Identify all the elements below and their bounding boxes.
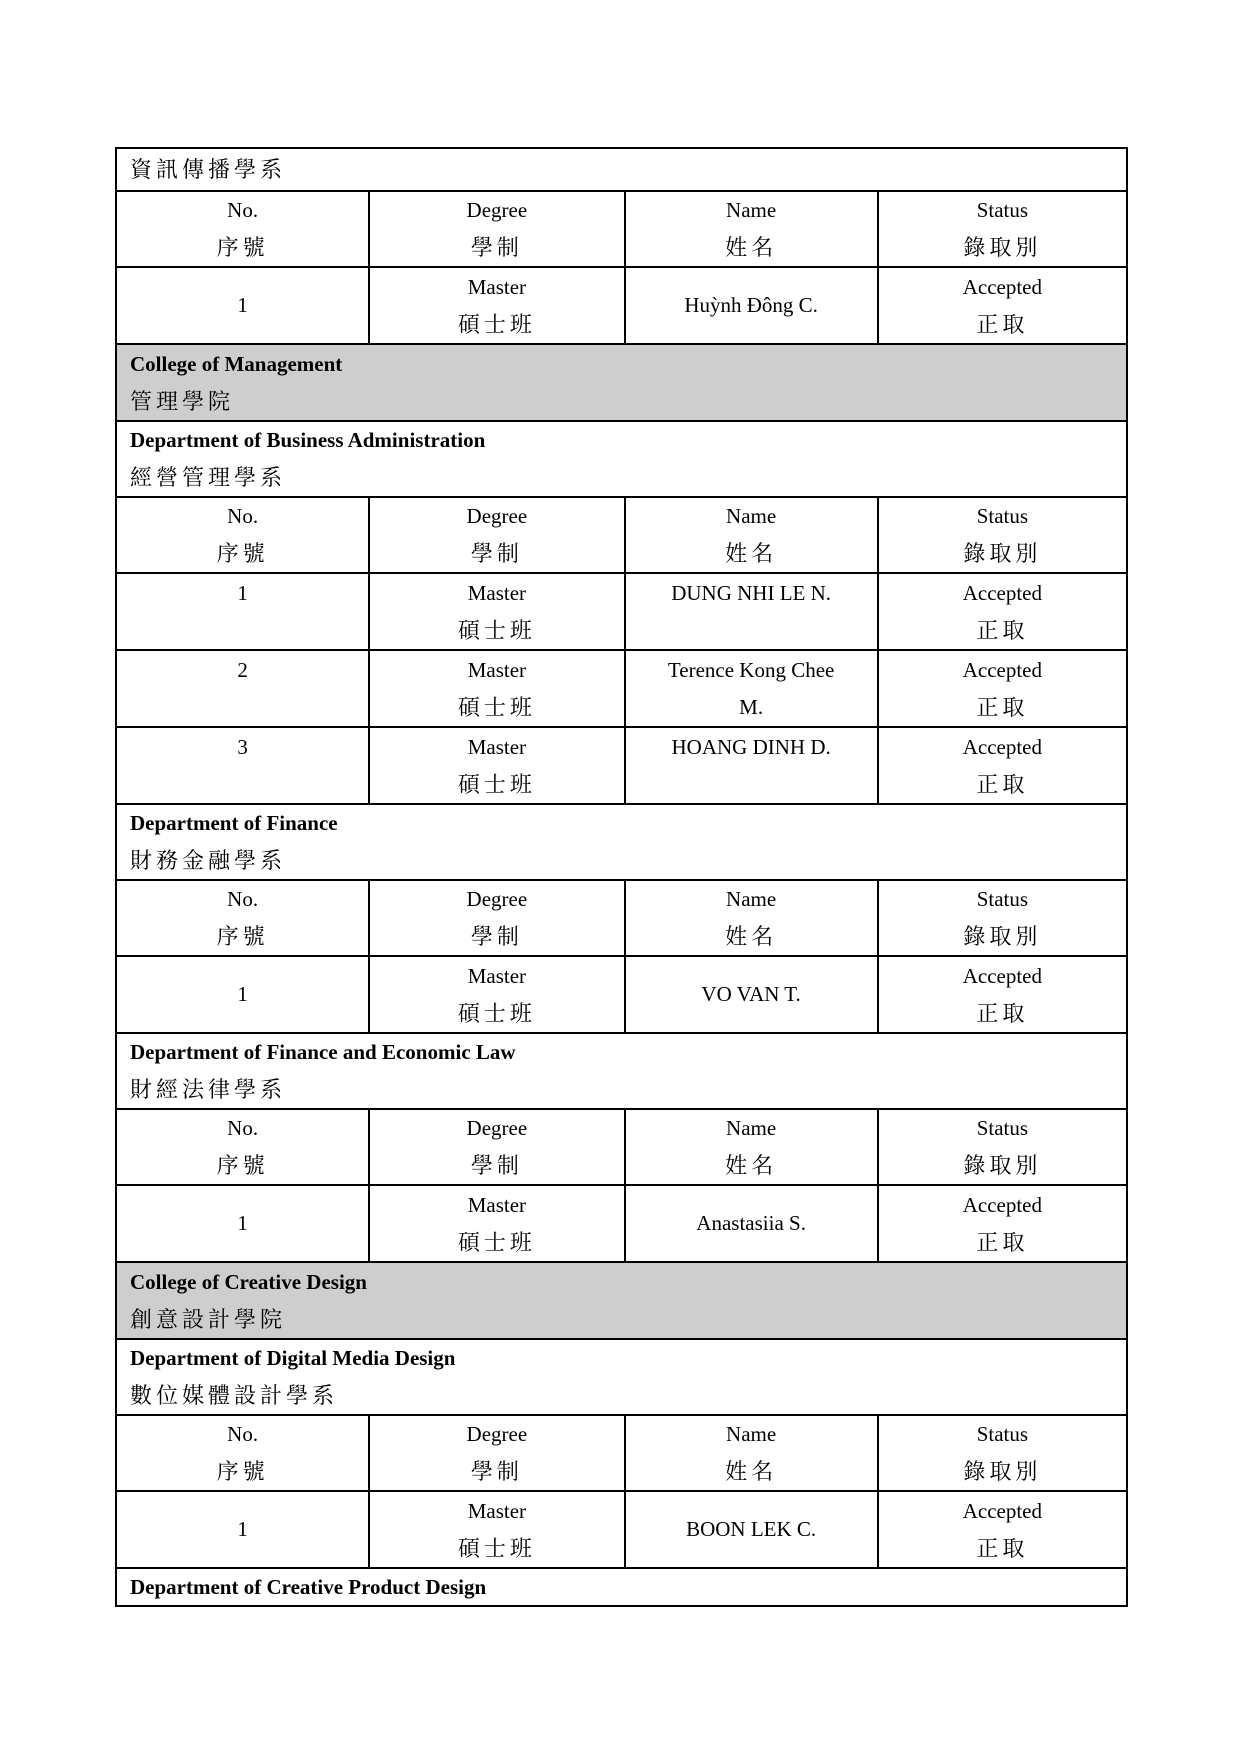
- column-header-label-en: Name: [726, 887, 777, 911]
- cell-text: 正取: [976, 617, 1029, 643]
- department-header-row: [117, 803, 1126, 879]
- dept-title-zh: 財經法律學系: [130, 1077, 287, 1102]
- column-header-degree: [368, 192, 623, 266]
- column-header-name: [624, 498, 877, 572]
- college-title-en: College of Creative Design: [130, 1269, 367, 1294]
- column-header-row: [117, 879, 1126, 955]
- cell-text: Huỳnh Đông C.: [684, 293, 818, 317]
- column-header-label-en: No.: [227, 1116, 259, 1140]
- cell-text: HOANG DINH D.: [671, 734, 831, 759]
- department-header-row: [117, 1032, 1126, 1108]
- column-header-status: [877, 1110, 1126, 1184]
- cell-text: 正取: [976, 1000, 1029, 1026]
- cell-degree: [368, 651, 623, 726]
- column-header-label-zh: 錄取別: [963, 541, 1042, 566]
- cell-no: [117, 728, 368, 803]
- column-header-label-en: Name: [726, 504, 777, 528]
- cell-status: [877, 268, 1126, 343]
- cell-no: [117, 574, 368, 649]
- cell-text: 1: [237, 293, 248, 317]
- cell-text: 正取: [976, 1535, 1029, 1561]
- column-header-label-en: No.: [227, 198, 259, 222]
- section-header-row: [117, 149, 1126, 190]
- column-header-label-zh: 姓名: [725, 541, 778, 566]
- column-header-label-en: Degree: [466, 1116, 528, 1140]
- column-header-status: [877, 1416, 1126, 1490]
- cell-degree: [368, 957, 623, 1032]
- column-header-name: [624, 1110, 877, 1184]
- cell-name: [624, 957, 877, 1032]
- column-header-no: [117, 498, 368, 572]
- cell-text: Accepted: [962, 963, 1042, 988]
- college-title-en: College of Management: [130, 351, 343, 376]
- department-header-row: [117, 420, 1126, 496]
- cell-text: Accepted: [962, 1192, 1042, 1217]
- cell-degree: [368, 728, 623, 803]
- column-header-no: [117, 1416, 368, 1490]
- column-header-name: [624, 1416, 877, 1490]
- column-header-status: [877, 881, 1126, 955]
- column-header-label-en: Name: [726, 198, 777, 222]
- cell-no: [117, 1186, 368, 1261]
- column-header-degree: [368, 1110, 623, 1184]
- college-title-zh: 創意設計學院: [130, 1306, 287, 1332]
- cell-text: 碩士班: [457, 1535, 536, 1561]
- cell-text: 2: [237, 657, 248, 682]
- column-header-label-zh: 錄取別: [963, 1153, 1042, 1178]
- cell-text: Accepted: [962, 1498, 1042, 1523]
- column-header-row: [117, 190, 1126, 266]
- cell-text: 1: [237, 1517, 248, 1541]
- cell-text: BOON LEK C.: [686, 1517, 817, 1541]
- dept-title-en: Department of Business Administration: [130, 428, 486, 452]
- cell-text: 1: [237, 1211, 248, 1235]
- column-header-row: [117, 496, 1126, 572]
- column-header-label-en: Status: [976, 198, 1029, 222]
- cell-text: Accepted: [962, 274, 1042, 299]
- cell-text: DUNG NHI LE N.: [671, 580, 832, 605]
- admission-results-table: [115, 147, 1128, 1607]
- cell-no: [117, 651, 368, 726]
- table-row: [117, 649, 1126, 726]
- cell-text: 碩士班: [457, 1000, 536, 1026]
- college-title-zh: 管理學院: [130, 388, 235, 414]
- column-header-label-zh: 學制: [470, 235, 523, 260]
- cell-text: Master: [467, 963, 527, 988]
- cell-degree: [368, 1492, 623, 1567]
- cell-text: Master: [467, 1498, 527, 1523]
- column-header-row: [117, 1414, 1126, 1490]
- column-header-label-zh: 序號: [216, 235, 269, 260]
- dept-title-zh: 財務金融學系: [130, 848, 287, 873]
- cell-name: [624, 728, 877, 803]
- cell-no: [117, 1492, 368, 1567]
- column-header-label-en: Status: [976, 887, 1029, 911]
- column-header-label-zh: 姓名: [725, 924, 778, 949]
- cell-no: [117, 957, 368, 1032]
- column-header-label-zh: 序號: [216, 924, 269, 949]
- cell-text: Master: [467, 274, 527, 299]
- department-header-row: [117, 1567, 1126, 1605]
- dept-title-zh: 數位媒體設計學系: [130, 1383, 339, 1408]
- column-header-label-en: Degree: [466, 887, 528, 911]
- column-header-degree: [368, 881, 623, 955]
- column-header-label-en: Name: [726, 1422, 777, 1446]
- cell-text: 正取: [976, 694, 1029, 720]
- cell-text: Terence Kong Chee: [667, 657, 835, 682]
- cell-text: 碩士班: [457, 617, 536, 643]
- column-header-label-en: Degree: [466, 1422, 528, 1446]
- cell-text: Accepted: [962, 657, 1042, 682]
- cell-text: 碩士班: [457, 771, 536, 797]
- cell-text: Master: [467, 657, 527, 682]
- cell-text: 正取: [976, 311, 1029, 337]
- column-header-label-en: Degree: [466, 198, 528, 222]
- cell-status: [877, 651, 1126, 726]
- cell-text: 正取: [976, 771, 1029, 797]
- column-header-status: [877, 192, 1126, 266]
- cell-name: [624, 574, 877, 649]
- cell-text: 1: [237, 580, 248, 605]
- cell-name: [624, 1492, 877, 1567]
- column-header-label-zh: 學制: [470, 1153, 523, 1178]
- column-header-label-zh: 錄取別: [963, 924, 1042, 949]
- cell-text: Accepted: [962, 580, 1042, 605]
- column-header-label-zh: 姓名: [725, 1153, 778, 1178]
- column-header-label-en: Status: [976, 1116, 1029, 1140]
- cell-text: 碩士班: [457, 1229, 536, 1255]
- cell-text: Anastasiia S.: [696, 1211, 806, 1235]
- cell-text: Master: [467, 580, 527, 605]
- cell-degree: [368, 574, 623, 649]
- cell-degree: [368, 1186, 623, 1261]
- cell-text: 3: [237, 734, 248, 759]
- cell-text: Master: [467, 734, 527, 759]
- dept-title-en: Department of Creative Product Design: [130, 1574, 487, 1599]
- dept-title-zh: 經營管理學系: [130, 465, 287, 490]
- college-header-row: [117, 1261, 1126, 1338]
- department-header-row: [117, 1338, 1126, 1414]
- column-header-label-zh: 學制: [470, 541, 523, 566]
- cell-status: [877, 957, 1126, 1032]
- table-row: [117, 266, 1126, 343]
- column-header-label-zh: 錄取別: [963, 235, 1042, 260]
- college-header-row: [117, 343, 1126, 420]
- column-header-label-zh: 姓名: [725, 1459, 778, 1484]
- column-header-label-en: No.: [227, 887, 259, 911]
- column-header-no: [117, 192, 368, 266]
- cell-name: [624, 651, 877, 726]
- dept-title-en: Department of Finance and Economic Law: [130, 1040, 516, 1064]
- dept-title-en: Department of Finance: [130, 811, 338, 835]
- column-header-label-en: Status: [976, 1422, 1029, 1446]
- column-header-label-en: No.: [227, 1422, 259, 1446]
- cell-text: Accepted: [962, 734, 1042, 759]
- cell-name: [624, 268, 877, 343]
- column-header-label-zh: 序號: [216, 1459, 269, 1484]
- column-header-label-zh: 序號: [216, 1153, 269, 1178]
- cell-no: [117, 268, 368, 343]
- column-header-status: [877, 498, 1126, 572]
- cell-text: 1: [237, 982, 248, 1006]
- cell-text: 碩士班: [457, 694, 536, 720]
- table-row: [117, 1490, 1126, 1567]
- column-header-no: [117, 881, 368, 955]
- cell-status: [877, 728, 1126, 803]
- cell-name: [624, 1186, 877, 1261]
- cell-status: [877, 1186, 1126, 1261]
- dept-title-en: Department of Digital Media Design: [130, 1346, 456, 1370]
- cell-text: VO VAN T.: [701, 982, 801, 1006]
- column-header-name: [624, 192, 877, 266]
- column-header-degree: [368, 1416, 623, 1490]
- column-header-label-en: No.: [227, 504, 259, 528]
- table-row: [117, 572, 1126, 649]
- column-header-label-en: Status: [976, 504, 1029, 528]
- column-header-label-zh: 序號: [216, 541, 269, 566]
- cell-text: M.: [739, 694, 764, 719]
- table-row: [117, 955, 1126, 1032]
- section-title-zh: 資訊傳播學系: [130, 157, 287, 182]
- cell-status: [877, 574, 1126, 649]
- column-header-degree: [368, 498, 623, 572]
- cell-text: Master: [467, 1192, 527, 1217]
- column-header-label-zh: 姓名: [725, 235, 778, 260]
- cell-status: [877, 1492, 1126, 1567]
- column-header-row: [117, 1108, 1126, 1184]
- column-header-no: [117, 1110, 368, 1184]
- cell-text: 碩士班: [457, 311, 536, 337]
- column-header-name: [624, 881, 877, 955]
- column-header-label-en: Degree: [466, 504, 528, 528]
- table-row: [117, 726, 1126, 803]
- column-header-label-en: Name: [726, 1116, 777, 1140]
- column-header-label-zh: 學制: [470, 1459, 523, 1484]
- cell-text: 正取: [976, 1229, 1029, 1255]
- cell-degree: [368, 268, 623, 343]
- column-header-label-zh: 學制: [470, 924, 523, 949]
- table-row: [117, 1184, 1126, 1261]
- column-header-label-zh: 錄取別: [963, 1459, 1042, 1484]
